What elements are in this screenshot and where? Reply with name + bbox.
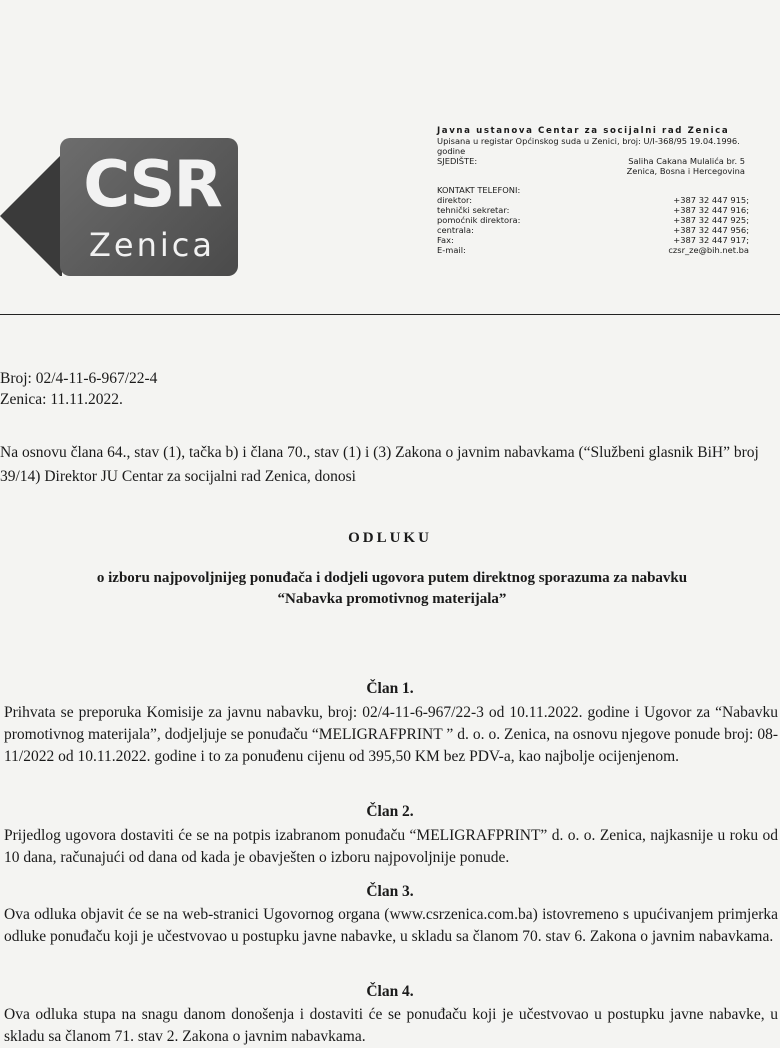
article-1-text: Prihvata se preporuka Komisije za javnu nabavku, broj: 02/4-11-6-967/22-3 od 10.11.2022. godine i Ugovor za “Nabavku promotivnog materijala”, dodjeljuje se ponuđaču “MELIGRAFPRINT ” d. o. o. Zenica, na osnovu njegove ponude broj: 08-11/2022 od 10.11.2022. godine i to za ponuđenu cijenu od 395,50 KM bez PDV-a, kao najbolje ocijenjenom. [4, 704, 778, 765]
document-number: Broj: 02/4-11-6-967/22-4 [0, 370, 158, 387]
logo-main-text: CSR [83, 148, 221, 222]
logo-sub-text: Zenica [89, 226, 215, 264]
article-4-heading: Član 4. [366, 983, 414, 1000]
contact-row [437, 195, 757, 205]
csr-logo [0, 138, 238, 276]
contact-role: Fax: [437, 235, 454, 245]
contacts-list [437, 195, 757, 255]
contact-role: centrala: [437, 225, 474, 235]
intro-paragraph: Na osnovu člana 64., stav (1), tačka b) i člana 70., stav (1) i (3) Zakona o javnim nabavkama (“Službeni glasnik BiH” broj 39/14) Direktor JU Centar za socijalni rad Zenica, donosi [0, 444, 759, 485]
contact-value: +387 32 447 916; [673, 205, 749, 215]
seat-row-2 [437, 166, 757, 176]
document-date: Zenica: 11.11.2022. [0, 391, 123, 408]
contact-value: +387 32 447 917; [673, 235, 749, 245]
institution-name: Javna ustanova Centar za socijalni rad Zenica [437, 126, 730, 136]
seat-address-2: Zenica, Bosna i Hercegovina [626, 166, 745, 176]
contact-row [437, 215, 757, 225]
article-1-heading: Član 1. [366, 680, 414, 697]
contact-value: +387 32 447 915; [673, 195, 749, 205]
contact-value: +387 32 447 925; [673, 215, 749, 225]
contact-row [437, 235, 757, 245]
register-line: Upisana u registar Općinskog suda u Zenici, broj: U/I-368/95 19.04.1996. godine [437, 136, 740, 156]
subtitle-line-2: “Nabavka promotivnog materijala” [277, 591, 507, 607]
contact-role: pomoćnik direktora: [437, 215, 521, 225]
contact-value: czsr_ze@bih.net.ba [668, 245, 749, 255]
contact-row [437, 205, 757, 215]
contact-row [437, 225, 757, 235]
contact-value: +387 32 447 956; [673, 225, 749, 235]
contact-role: E-mail: [437, 245, 466, 255]
contact-role: tehnički sekretar: [437, 205, 510, 215]
contact-row [437, 245, 757, 255]
article-2-text: Prijedlog ugovora dostaviti će se na potpis izabranom ponuđaču “MELIGRAFPRINT” d. o. o. Zenica, najkasnije u roku od 10 dana, računajući od dana od kada je obavješten o izboru najpovoljnije ponude. [4, 827, 778, 866]
document-subtitle [12, 568, 772, 610]
header-divider [0, 314, 780, 315]
contact-role: direktor: [437, 195, 473, 205]
article-2-heading: Član 2. [366, 803, 414, 820]
subtitle-line-1: o izboru najpovoljnijeg ponuđača i dodjeli ugovora putem direktnog sporazuma za nabavku [96, 570, 688, 586]
document-meta [0, 368, 157, 410]
article-3-heading: Član 3. [366, 883, 414, 900]
seat-address-1: Saliha Cakana Mulalića br. 5 [628, 156, 745, 166]
seat-label: SJEDIŠTE: [437, 156, 478, 166]
article-4-text: Ova odluka stupa na snagu danom donošenja i dostaviti će se ponuđaču koji je učestvovao u postupku javne nabavke, u skladu sa članom 71. stav 2. Zakona o javnim nabavkama. [4, 1006, 778, 1045]
article-3-text: Ova odluka objavit će se na web-stranici Ugovornog organa (www.csrzenica.com.ba) istovremeno s upućivanjem primjerka odluke ponuđaču koji je učestvovao u postupku javne nabavke, u skladu sa članom 70. stav 6. Zakona o javnim nabavkama. [4, 906, 778, 945]
contacts-label: KONTAKT TELEFONI: [437, 185, 521, 195]
letterhead-info [437, 126, 757, 255]
seat-row [437, 156, 757, 166]
document-title: ODLUKU [348, 530, 432, 546]
